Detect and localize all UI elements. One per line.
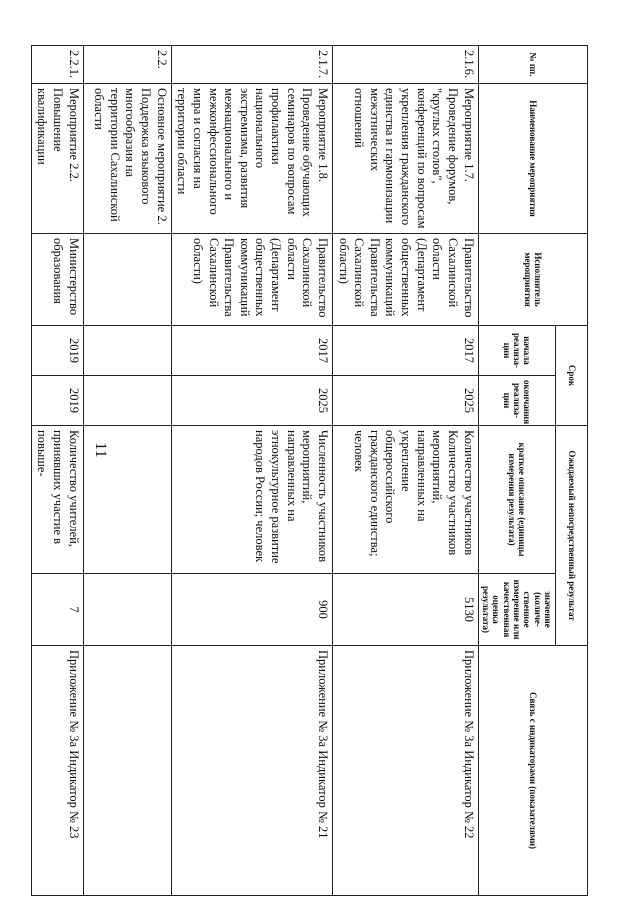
table-row bbox=[31, 46, 83, 896]
row-value: 5130 bbox=[332, 574, 478, 646]
row-executor: Правительство Сахалинской области (Департамент общественных коммуникаций Правительства Сахалинской области) bbox=[332, 234, 478, 326]
row-start: 2017 bbox=[171, 326, 332, 376]
row-name: Мероприятие 1.8. Проведение обучающих семинаров по вопросам профилактики национального экстремизма, развития межнационального и межконфессионального мира и согласия на территории области bbox=[171, 84, 332, 234]
row-end: 2025 bbox=[171, 376, 332, 426]
header-num: № пп. bbox=[478, 46, 587, 84]
row-num: 2.2. bbox=[83, 46, 171, 84]
row-num: 2.1.7. bbox=[171, 46, 332, 84]
table-row bbox=[171, 46, 332, 896]
row-desc: Количество участников Количество участников мероприятий, направленных на укрепление общероссийского гражданского единства; человек bbox=[332, 426, 478, 574]
row-desc: Количество учителей, принявших участие в повыше- bbox=[31, 426, 83, 574]
row-name: Мероприятие 2.2. Повышение квалификации bbox=[31, 84, 83, 234]
rotated-table-sheet bbox=[35, 45, 588, 895]
row-name: Мероприятие 1.7. Проведение форумов, "круглых столов", конференций по вопросам укрепления гражданского единства и гармонизации межэтнических отношений bbox=[332, 84, 478, 234]
row-end bbox=[83, 376, 171, 426]
header-result-desc: краткое описание (единицы измерения результата) bbox=[478, 426, 555, 574]
row-end: 2025 bbox=[332, 376, 478, 426]
row-link: Приложение № 3а Индикатор № 21 bbox=[171, 646, 332, 896]
row-start: 2017 bbox=[332, 326, 478, 376]
header-link: Связь с индикаторами (показателями) bbox=[478, 646, 587, 896]
row-executor bbox=[83, 234, 171, 326]
row-value: 7 bbox=[31, 574, 83, 646]
row-start bbox=[83, 326, 171, 376]
header-term: Срок bbox=[556, 326, 588, 426]
table-row bbox=[83, 46, 171, 896]
row-executor: Правительство Сахалинской области (Департамент общественных коммуникаций Правительства Сахалинской области) bbox=[171, 234, 332, 326]
row-start: 2019 bbox=[31, 326, 83, 376]
row-value: 900 bbox=[171, 574, 332, 646]
row-end: 2019 bbox=[31, 376, 83, 426]
activities-table bbox=[31, 45, 588, 896]
header-term-end: окончания реализа-ции bbox=[478, 376, 555, 426]
row-link bbox=[83, 646, 171, 896]
row-num: 2.1.6. bbox=[332, 46, 478, 84]
row-link: Приложение № 3а Индикатор № 22 bbox=[332, 646, 478, 896]
row-link: Приложение № 3а Индикатор № 23 bbox=[31, 646, 83, 896]
header-result-value: значение (количе-ственное измерение или качественная оценка результата) bbox=[478, 574, 555, 646]
page-number: 11 bbox=[92, 442, 109, 458]
header-executor: Исполнитель мероприятия bbox=[478, 234, 587, 326]
header-name: Наименование мероприятия bbox=[478, 84, 587, 234]
header-term-start: начала реализа-ции bbox=[478, 326, 555, 376]
row-name: Основное мероприятие 2. Поддержка языкового многообразия на территории Сахалинской области bbox=[83, 84, 171, 234]
table-row bbox=[332, 46, 478, 896]
row-executor: Министерство образования bbox=[31, 234, 83, 326]
row-num: 2.2.1. bbox=[31, 46, 83, 84]
row-value bbox=[83, 574, 171, 646]
row-desc: Численность участников мероприятий, направленных на этнокультурное развитие народов России; человек bbox=[171, 426, 332, 574]
header-result: Ожидаемый непосредственный результат bbox=[556, 426, 588, 646]
row-desc bbox=[83, 426, 171, 574]
